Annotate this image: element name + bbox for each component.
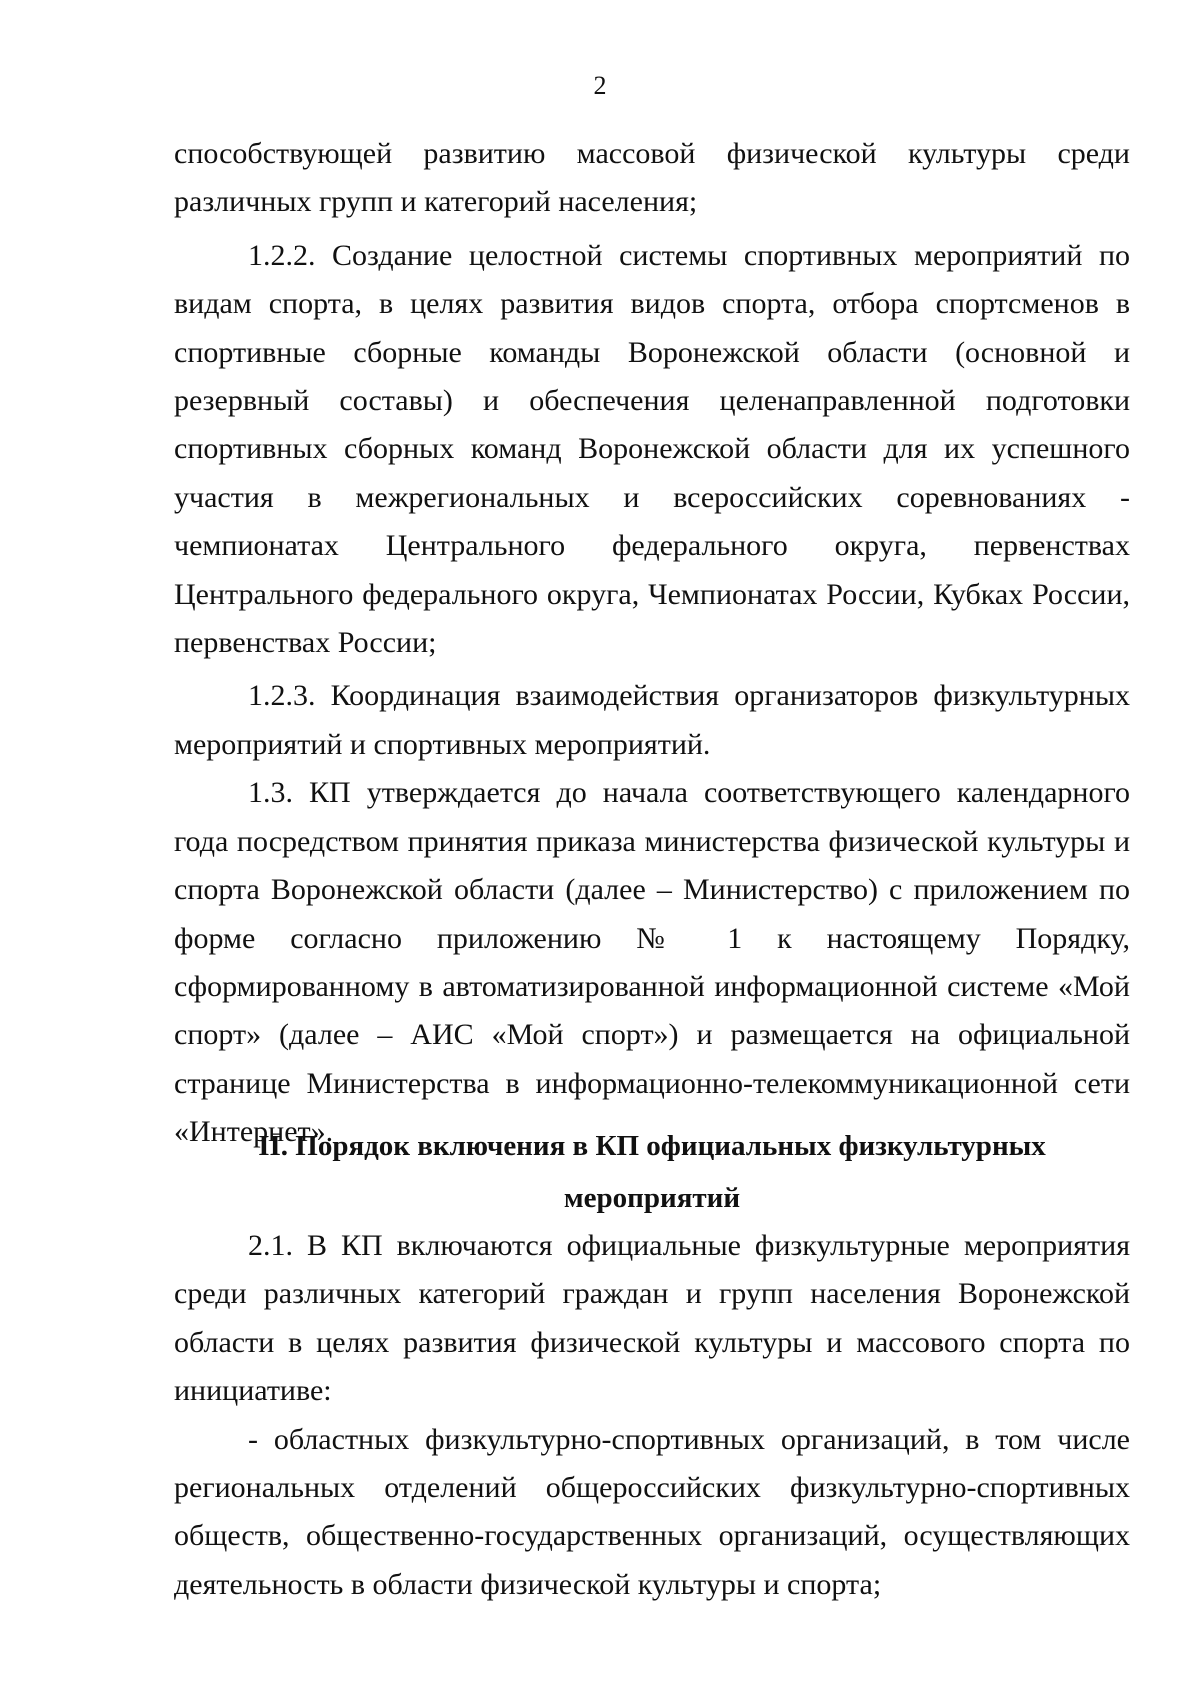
paragraph-1-3: 1.3. КП утверждается до начала соответствующего календарного года посредством принятия приказа министерства физической культуры и спорта Воронежской области (далее – Министерство) с приложением по форме согласно приложению № 1 к настоящему Порядку, сформированному в автоматизированной информационной системе «Мой спорт» (далее – АИС «Мой спорт») и размещается на официальной странице Министерства в информационно-телекоммуникационной сети «Интернет».	[174, 776, 1130, 1149]
section-heading-line-2: мероприятий	[563, 1182, 741, 1214]
paragraph-1-2-2: 1.2.2. Создание целостной системы спортивных мероприятий по видам спорта, в целях развития видов спорта, отбора спортсменов в спортивные сборные команды Воронежской области (основной и резервный составы) и обеспечения целенаправленной подготовки спортивных сборных команд Воронежской области для их успешного участия в межрегиональных и всероссийских соревнованиях - чемпионатах Центрального федерального округа, первенствах Центрального федерального округа, Чемпионатах России, Кубках России, первенствах России;	[174, 238, 1130, 660]
paragraph-1-2-3: 1.2.3. Координация взаимодействия организаторов физкультурных мероприятий и спортивных мероприятий.	[174, 679, 1130, 761]
section-heading	[174, 1120, 1130, 1224]
paragraph-continuation: способствующей развитию массовой физической культуры среди различных групп и категорий населения;	[174, 137, 1130, 219]
paragraph-2-1: 2.1. В КП включаются официальные физкультурные мероприятия среди различных категорий граждан и групп населения Воронежской области в целях развития физической культуры и массового спорта по инициативе:	[174, 1229, 1130, 1408]
page-number: 2	[593, 71, 607, 100]
body-text-top	[174, 130, 1130, 1157]
paragraph-list-item: - областных физкультурно-спортивных организаций, в том числе региональных отделений общероссийских физкультурно-спортивных обществ, общественно-государственных организаций, осуществляющих деятельность в области физической культуры и спорта;	[174, 1422, 1130, 1601]
section-heading-line-1: II. Порядок включения в КП официальных физкультурных	[258, 1130, 1046, 1162]
body-text-bottom	[174, 1222, 1130, 1609]
